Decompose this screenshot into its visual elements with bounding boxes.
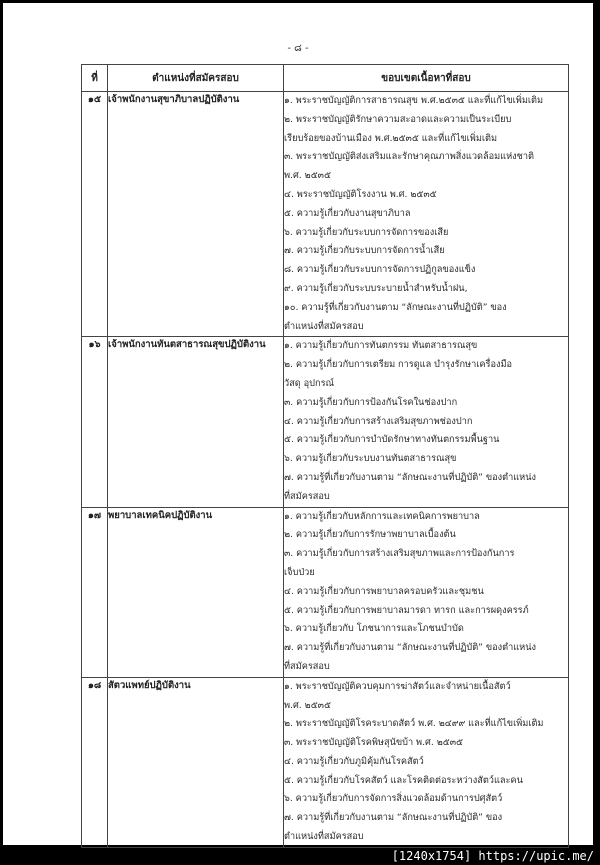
- scope-item: ๑. พระราชบัญญัติการสาธารณสุข พ.ศ.๒๕๓๕ และที่แก้ไขเพิ่มเติม: [284, 95, 544, 106]
- scope-item: ๒. พระราชบัญญัติโรคระบาดสัตว์ พ.ศ. ๒๔๙๙ และที่แก้ไขเพิ่มเติม: [284, 718, 544, 730]
- scope-item: ๗. ความรู้ที่เกี่ยวกับงานตาม “ลักษณะงานที่ปฏิบัติ” ของ: [284, 812, 503, 824]
- scope-item: ๘. ความรู้เกี่ยวกับระบบการจัดการปฏิกูลของแข็ง: [284, 264, 476, 276]
- scope-item: ที่สมัครสอบ: [284, 660, 330, 672]
- scope-cell: [284, 677, 569, 847]
- scope-item: ๕. ความรู้เกี่ยวกับการบำบัดรักษาทางทันตกรรมพื้นฐาน: [284, 434, 500, 446]
- scope-item: ๙. ความรู้เกี่ยวกับระบบระบายน้ำสำหรับน้ำฝน,: [284, 282, 468, 294]
- row-number: ๑๕: [82, 92, 108, 337]
- scope-cell: [284, 337, 569, 507]
- scope-item: ๓. ความรู้เกี่ยวกับการป้องกันโรคในช่องปาก: [284, 396, 458, 408]
- scope-item: ตำแหน่งที่สมัครสอบ: [284, 320, 364, 332]
- scope-item: ๔. พระราชบัญญัติโรงงาน พ.ศ. ๒๕๓๕: [284, 188, 437, 200]
- position-title: สัตวแพทย์ปฏิบัติงาน: [108, 677, 284, 847]
- table-row: [82, 677, 569, 847]
- table-row: [82, 337, 569, 507]
- header-no: ที่: [82, 65, 108, 92]
- scope-item: ๕. ความรู้เกี่ยวกับงานสุขาภิบาล: [284, 207, 411, 219]
- scope-cell: [284, 92, 569, 337]
- scope-item: ตำแหน่งที่สมัครสอบ: [284, 831, 364, 843]
- header-position: ตำแหน่งที่สมัครสอบ: [108, 65, 284, 92]
- scope-item: พ.ศ. ๒๕๓๕: [284, 170, 331, 182]
- scope-item: ๑. ความรู้เกี่ยวกับการทันตกรรม ทันตสาธารณสุข: [284, 340, 478, 352]
- scope-item: ๒. พระราชบัญญัติรักษาความสะอาดและความเป็นระเบียบ: [284, 113, 512, 125]
- row-number: ๑๘: [82, 677, 108, 847]
- scope-item: วัสดุ อุปกรณ์: [284, 377, 335, 389]
- document-page: [3, 3, 593, 845]
- scope-item: พ.ศ. ๒๕๓๕: [284, 699, 331, 711]
- position-title: พยาบาลเทคนิคปฏิบัติงาน: [108, 507, 284, 677]
- scope-item: ๔. ความรู้เกี่ยวกับภูมิคุ้มกันโรคสัตว์: [284, 755, 424, 767]
- image-watermark: [1240x1754] https://upic.me/: [391, 849, 594, 863]
- scope-item: ๓. ความรู้เกี่ยวกับการสร้างเสริมสุขภาพและการป้องกันการ: [284, 548, 515, 560]
- scope-item: ๓. พระราชบัญญัติส่งเสริมและรักษาคุณภาพสิ่งแวดล้อมแห่งชาติ: [284, 151, 534, 163]
- table-header-row: [82, 65, 569, 92]
- scope-item: ๗. ความรู้ที่เกี่ยวกับงานตาม “ลักษณะงานที่ปฏิบัติ” ของตำแหน่ง: [284, 642, 537, 654]
- scope-item: ๗. ความรู้ที่เกี่ยวกับงานตาม “ลักษณะงานที่ปฏิบัติ” ของตำแหน่ง: [284, 471, 537, 483]
- page-number: - ๘ -: [287, 43, 309, 54]
- scope-item: ๑. พระราชบัญญัติควบคุมการฆ่าสัตว์และจำหน่ายเนื้อสัตว์: [284, 680, 511, 692]
- scope-item: เจ็บป่วย: [284, 566, 315, 578]
- scope-item: ๒. ความรู้เกี่ยวกับการรักษาพยาบาลเบื้องต้น: [284, 529, 456, 541]
- scope-item: ๒. ความรู้เกี่ยวกับการเตรียม การดูแล บำรุงรักษาเครื่องมือ: [284, 359, 513, 371]
- scope-item: ๓. พระราชบัญญัติโรคพิษสุนัขบ้า พ.ศ. ๒๕๓๕: [284, 737, 463, 749]
- scope-item: ๗. ความรู้เกี่ยวกับระบบการจัดการน้ำเสีย: [284, 245, 445, 257]
- scope-item: ๖. ความรู้เกี่ยวกับระบบการจัดการของเสีย: [284, 226, 449, 238]
- scope-item: ๑๐. ความรู้ที่เกี่ยวกับงานตาม “ลักษณะงานที่ปฏิบัติ” ของ: [284, 301, 507, 313]
- scope-item: เรียบร้อยของบ้านเมือง พ.ศ.๒๕๓๕ และที่แก้ไขเพิ่มเติม: [284, 132, 498, 144]
- scope-item: ๖. ความรู้เกี่ยวกับระบบงานทันตสาธารณสุข: [284, 453, 457, 465]
- scope-item: ๖. ความรู้เกี่ยวกับ โภชนาการและโภชนบำบัด: [284, 623, 464, 635]
- header-scope: ขอบเขตเนื้อหาที่สอบ: [284, 65, 569, 92]
- position-title: เจ้าพนักงานทันตสาธารณสุขปฏิบัติงาน: [108, 337, 284, 507]
- scope-item: ๖. ความรู้เกี่ยวกับการจัดการสิ่งแวดล้อมด้านการปศุสัตว์: [284, 793, 503, 805]
- scope-item: ๔. ความรู้เกี่ยวกับการพยาบาลครอบครัวและชุมชน: [284, 585, 484, 597]
- position-title: เจ้าพนักงานสุขาภิบาลปฏิบัติงาน: [108, 92, 284, 337]
- table-row: [82, 507, 569, 677]
- scope-item: ๕. ความรู้เกี่ยวกับโรคสัตว์ และโรคติดต่อระหว่างสัตว์และคน: [284, 774, 523, 786]
- scope-item: ที่สมัครสอบ: [284, 490, 330, 502]
- scope-item: ๔. ความรู้เกี่ยวกับการสร้างเสริมสุขภาพช่องปาก: [284, 415, 473, 427]
- table-row: [82, 92, 569, 337]
- scope-item: ๕. ความรู้เกี่ยวกับการพยาบาลมารดา ทารก และการผดุงครรภ์: [284, 604, 529, 616]
- exam-scope-table: [81, 64, 569, 848]
- scope-cell: [284, 507, 569, 677]
- row-number: ๑๗: [82, 507, 108, 677]
- scope-item: ๑. ความรู้เกี่ยวกับหลักการและเทคนิคการพยาบาล: [284, 510, 480, 522]
- row-number: ๑๖: [82, 337, 108, 507]
